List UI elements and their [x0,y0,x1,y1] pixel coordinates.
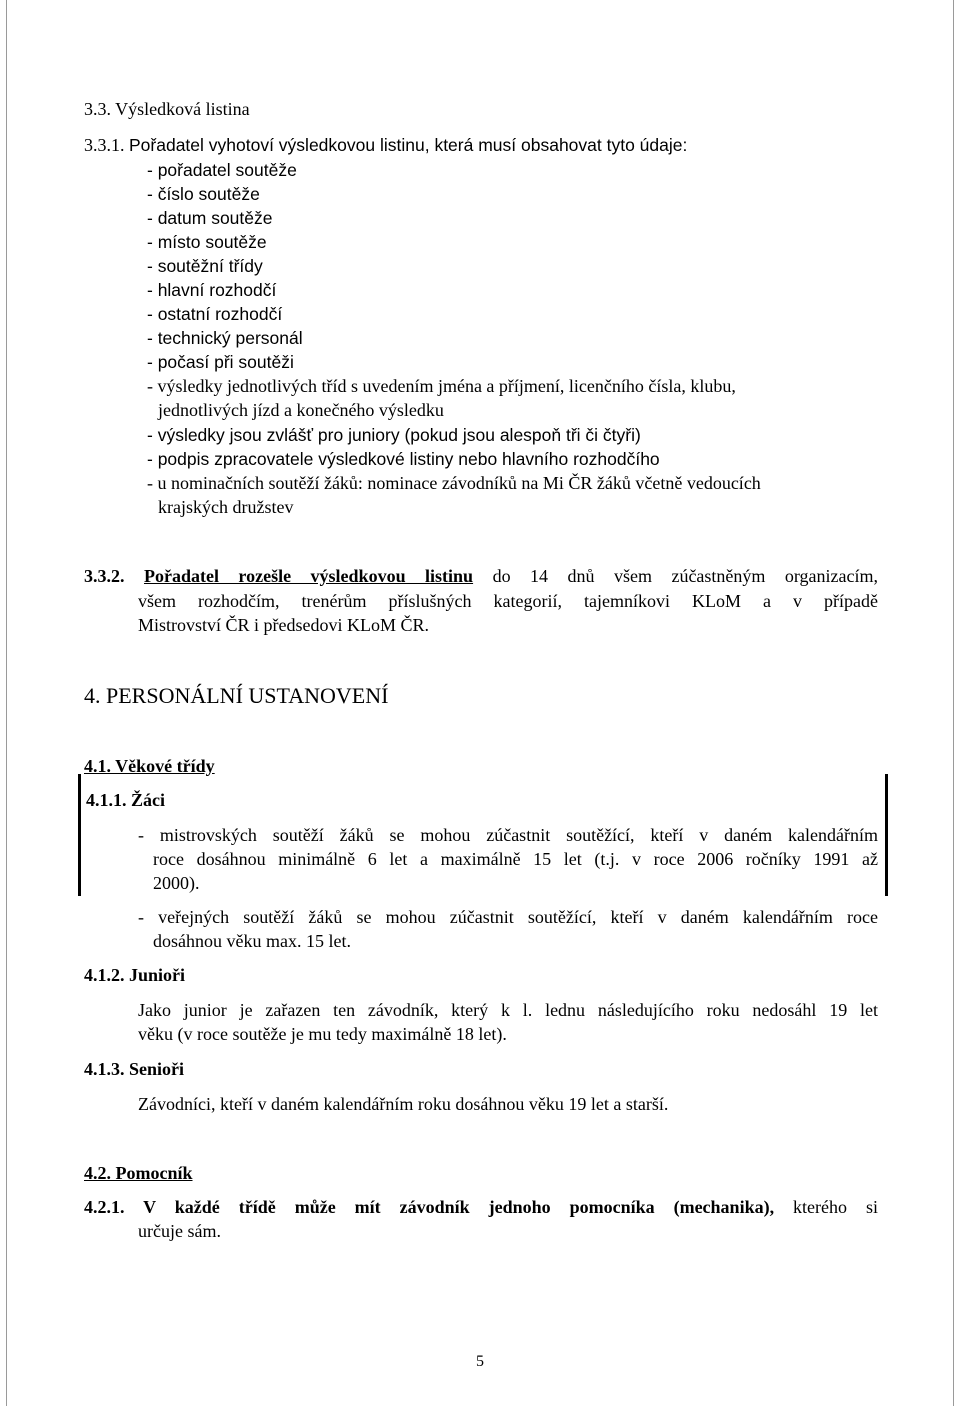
list-item-juniors: - výsledky jsou zvlášť pro juniory (pokud jsou alespoň tři či čtyři) [147,425,641,445]
list-item: - technický personál [147,328,303,348]
page-number: 5 [476,1353,484,1370]
section-3-3-2-line3: Mistrovství ČR i předsedovi KLoM ČR. [138,615,430,635]
change-bar-right [885,774,888,896]
section-3-3-2-line2: všem rozhodčím, trenérům příslušných kategorií, tajemníkovi KLoM a v případě [138,591,878,611]
section-4-2-1-line1 [84,1196,878,1218]
list-item: - ostatní rozhodčí [147,304,283,324]
section-4-1-1-para1-line1: - mistrovských soutěží žáků se mohou zúčastnit soutěžící, kteří v daném kalendářním [138,825,878,845]
section-4-1-1-title: 4.1.1. Žáci [86,790,165,810]
list-item-results-line2: jednotlivých jízd a konečného výsledku [158,400,444,420]
list-item: - počasí při soutěži [147,352,294,372]
section-3-3-2-rest: do 14 dnů všem zúčastněným organizacím, [492,566,879,586]
page-edge-right [953,0,954,1406]
page-edge-left [6,0,7,1406]
section-4-2-title: 4.2. Pomocník [84,1163,193,1183]
list-item-signature: - podpis zpracovatele výsledkové listiny nebo hlavního rozhodčího [147,449,660,469]
list-item: - soutěžní třídy [147,256,263,276]
section-3-3-1-intro-text: Pořadatel vyhotoví výsledkovou listinu, která musí obsahovat tyto údaje: [129,135,688,155]
list-item: - pořadatel soutěže [147,160,297,180]
section-4-2-1-rest: kterého si [793,1197,878,1217]
section-4-2-1-bold: 4.2.1. V každé třídě může mít závodník jednoho pomocníka (mechanika), [84,1197,775,1217]
section-4-2-1-line2: určuje sám. [138,1221,221,1241]
section-4-1-2-line1: Jako junior je zařazen ten závodník, který k l. lednu následujícího roku nedosáhl 19 let [138,1000,878,1020]
list-item-nomination-line1: - u nominačních soutěží žáků: nominace závodníků na Mi ČR žáků včetně vedoucích [147,473,761,493]
list-item-nomination-line2: krajských družstev [158,497,294,517]
section-3-3-title: 3.3. Výsledková listina [84,99,250,119]
section-4-1-1-para1-line2: roce dosáhnou minimálně 6 let a maximálně 15 let (t.j. v roce 2006 ročníky 1991 až [153,849,878,869]
section-4-1-2-line2: věku (v roce soutěže je mu tedy maximálně 18 let). [138,1024,507,1044]
section-4-1-3-line1: Závodníci, kteří v daném kalendářním roku dosáhnou věku 19 let a starší. [138,1094,669,1114]
list-item: - místo soutěže [147,232,267,252]
change-bar-left [78,774,81,896]
list-item: - číslo soutěže [147,184,260,204]
list-item: - hlavní rozhodčí [147,280,277,300]
section-3-3-2-number: 3.3.2. [84,566,125,586]
list-item: - datum soutěže [147,208,273,228]
section-4-1-3-title: 4.1.3. Senioři [84,1059,185,1079]
section-4-1-1-para2-line2: dosáhnou věku max. 15 let. [153,931,351,951]
section-3-3-2-bold: Pořadatel rozešle výsledkovou listinu [143,566,474,586]
section-3-3-2-line1 [84,565,878,587]
section-4-1-2-title: 4.1.2. Junioři [84,965,186,985]
section-4-1-1-para2-line1: - veřejných soutěží žáků se mohou zúčastnit soutěžící, kteří v daném kalendářním roce [138,907,878,927]
section-4-title: 4. PERSONÁLNÍ USTANOVENÍ [84,683,389,708]
list-item-results-line1: - výsledky jednotlivých tříd s uvedením jména a příjmení, licenčního čísla, klubu, [147,376,736,396]
section-4-1-1-para1-line3: 2000). [153,873,200,893]
section-3-3-1-intro [84,134,687,156]
section-4-1-title: 4.1. Věkové třídy [84,756,215,776]
section-3-3-1-number: 3.3.1. [84,135,125,155]
